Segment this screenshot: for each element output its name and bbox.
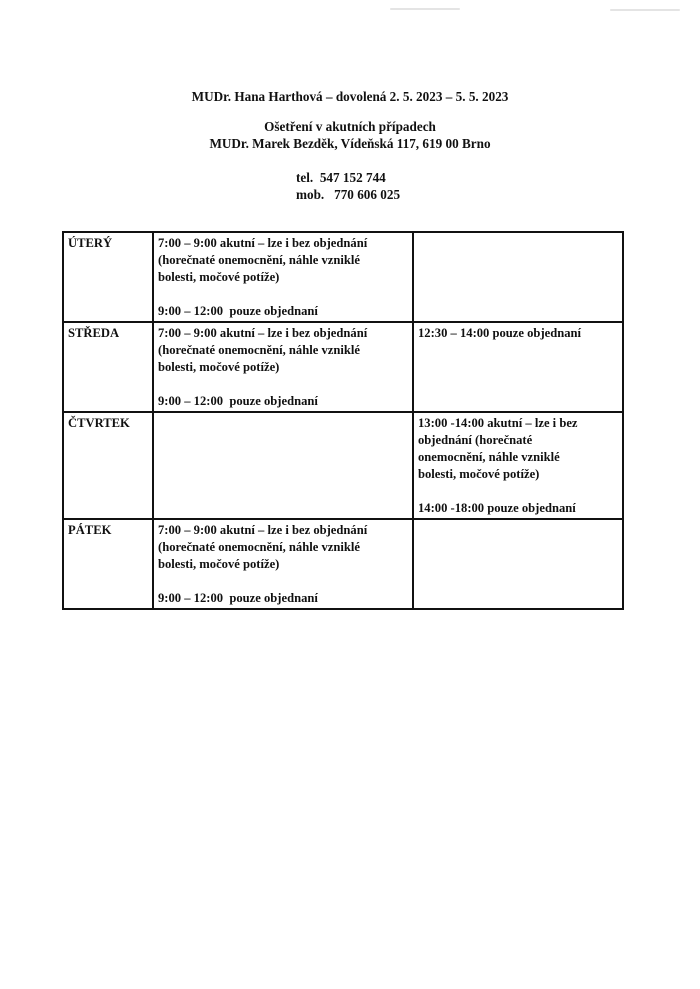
contact-phones <box>296 169 400 203</box>
hours-line: 9:00 – 12:00 pouze objednaní <box>158 394 318 408</box>
line-gap <box>158 376 408 393</box>
hours-line: 13:00 -14:00 akutní – lze i bez <box>418 416 578 430</box>
scan-smudge-top-right <box>610 9 680 11</box>
line-gap <box>158 573 408 590</box>
hours-line: (horečnaté onemocnění, náhle vzniklé <box>158 540 360 554</box>
schedule-body <box>63 232 623 609</box>
hours-line: 9:00 – 12:00 pouze objednaní <box>158 304 318 318</box>
hours-line: 7:00 – 9:00 akutní – lze i bez objednání <box>158 523 368 537</box>
hours-line: 14:00 -18:00 pouze objednaní <box>418 501 576 515</box>
hours-line: objednání (horečnaté <box>418 433 533 447</box>
scan-smudge-top <box>390 8 460 10</box>
line-gap <box>158 286 408 303</box>
morning-hours-cell <box>153 322 413 412</box>
hours-line: 12:30 – 14:00 pouze objednaní <box>418 326 582 340</box>
day-cell: STŘEDA <box>63 322 153 412</box>
tel-value: 547 152 744 <box>319 170 386 185</box>
hours-line: bolesti, močové potíže) <box>158 270 280 284</box>
mob-row <box>296 186 400 203</box>
document-title: MUDr. Hana Harthová – dovolená 2. 5. 2023 – 5. 5. 2023 <box>191 89 509 104</box>
day-cell: PÁTEK <box>63 519 153 609</box>
hours-line: (horečnaté onemocnění, náhle vzniklé <box>158 343 360 357</box>
line-gap <box>418 483 618 500</box>
morning-hours-cell <box>153 412 413 519</box>
hours-line: bolesti, močové potíže) <box>418 467 540 481</box>
afternoon-hours-cell <box>413 322 623 412</box>
hours-line: bolesti, močové potíže) <box>158 360 280 374</box>
day-cell: ČTVRTEK <box>63 412 153 519</box>
tel-row <box>296 169 400 186</box>
table-row <box>63 412 623 519</box>
mob-value: 770 606 025 <box>334 187 401 202</box>
hours-line: bolesti, močové potíže) <box>158 557 280 571</box>
table-row <box>63 232 623 322</box>
document-subtitle <box>0 118 700 152</box>
tel-label: tel. <box>296 170 314 185</box>
subtitle-line-1: Ošetření v akutních případech <box>264 119 436 134</box>
afternoon-hours-cell <box>413 519 623 609</box>
table-row <box>63 519 623 609</box>
morning-hours-cell <box>153 519 413 609</box>
afternoon-hours-cell <box>413 232 623 322</box>
day-cell: ÚTERÝ <box>63 232 153 322</box>
subtitle-line-2: MUDr. Marek Bezděk, Vídeňská 117, 619 00 Brno <box>209 136 491 151</box>
afternoon-hours-cell <box>413 412 623 519</box>
hours-line: (horečnaté onemocnění, náhle vzniklé <box>158 253 360 267</box>
hours-line: 9:00 – 12:00 pouze objednaní <box>158 591 318 605</box>
morning-hours-cell <box>153 232 413 322</box>
hours-line: 7:00 – 9:00 akutní – lze i bez objednání <box>158 236 368 250</box>
schedule-table <box>62 231 624 610</box>
hours-line: onemocnění, náhle vzniklé <box>418 450 560 464</box>
hours-line: 7:00 – 9:00 akutní – lze i bez objednání <box>158 326 368 340</box>
mob-label: mob. <box>296 187 325 202</box>
table-row <box>63 322 623 412</box>
